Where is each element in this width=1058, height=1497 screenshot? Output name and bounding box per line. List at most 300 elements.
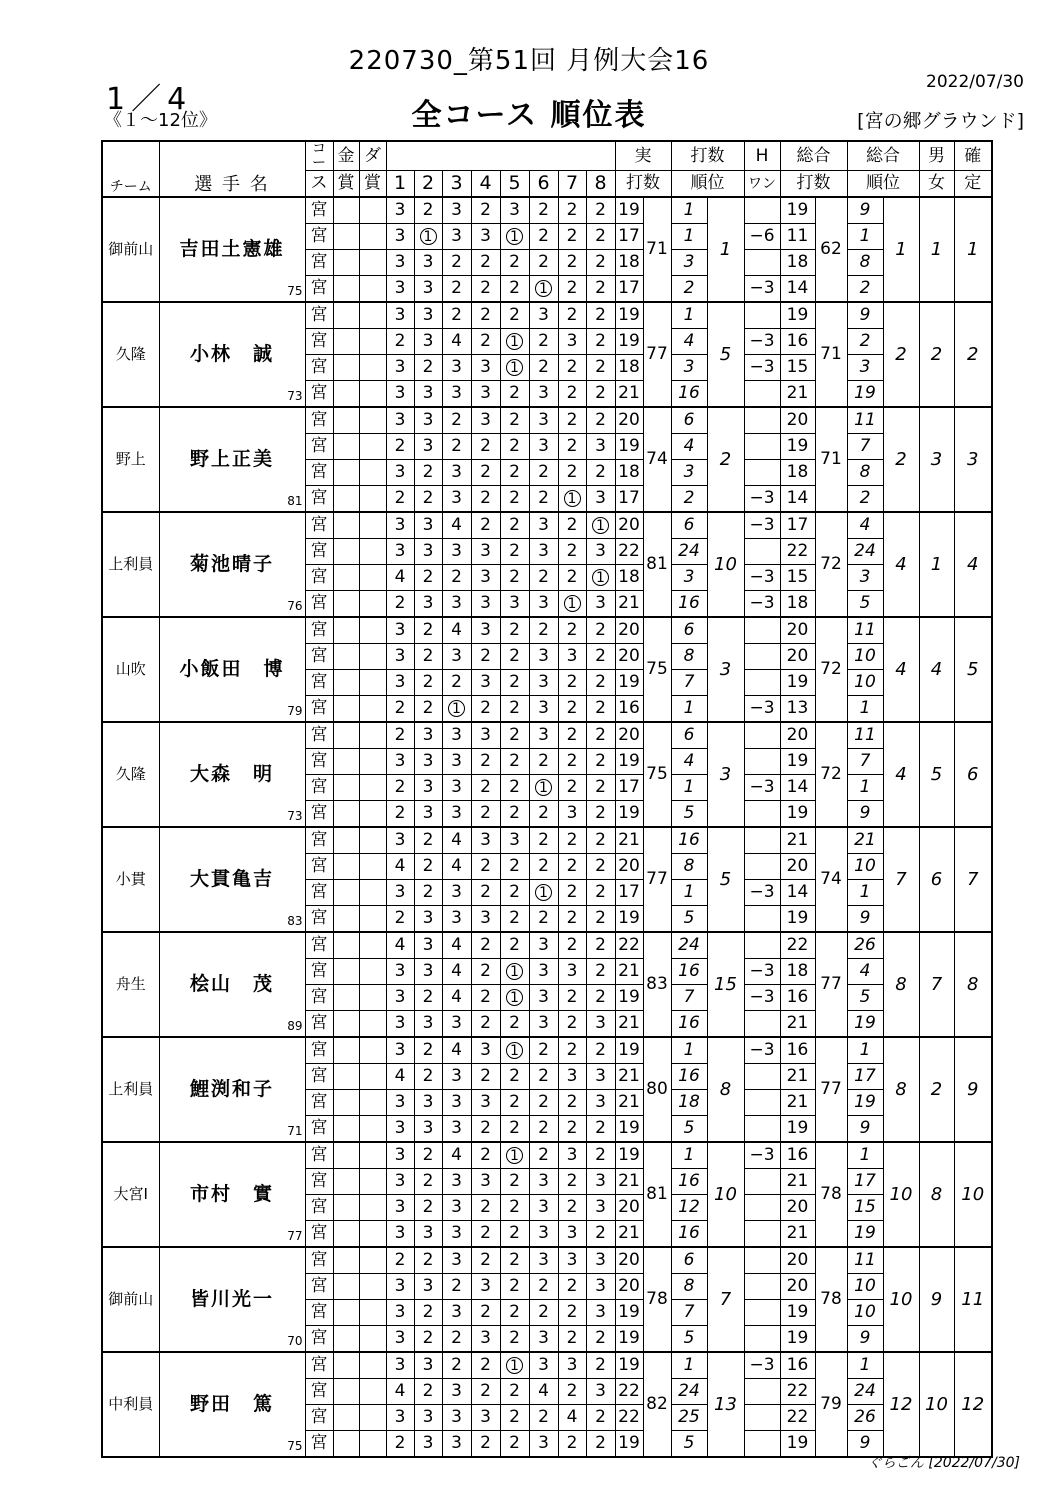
hole-score: 3 xyxy=(442,591,471,618)
hole-header: 1 xyxy=(386,171,414,198)
player-name: 吉田土憲雄 xyxy=(179,238,285,260)
course-cell: 宮 xyxy=(305,696,333,723)
round-score: 20 xyxy=(615,512,643,539)
hole-score: 2 xyxy=(529,617,558,644)
da-prize-cell xyxy=(359,1037,386,1064)
hole-score: 2 xyxy=(500,906,529,933)
course-cell: 宮 xyxy=(305,486,333,513)
hole-score: 2 xyxy=(586,1142,615,1169)
hole-score: 2 xyxy=(500,434,529,460)
course-cell: 宮 xyxy=(305,460,333,486)
round-total: 20 xyxy=(780,407,815,434)
round-total: 19 xyxy=(780,434,815,460)
overall-total: 77 xyxy=(815,932,847,1037)
round-total-rank: 11 xyxy=(847,722,883,749)
hole-in-one-mark: 1 xyxy=(535,884,552,901)
gold-prize-cell xyxy=(333,1221,359,1248)
col-actual: 実 xyxy=(615,141,671,171)
hole-score: 2 xyxy=(386,722,414,749)
team-cell: 大宮Ⅰ xyxy=(102,1142,159,1247)
overall-total: 79 xyxy=(815,1352,847,1457)
hole-score: 2 xyxy=(414,460,442,486)
hole-score: 2 xyxy=(529,749,558,775)
hole-score: 2 xyxy=(529,1405,558,1431)
hole-score: 4 xyxy=(442,854,471,880)
round-total: 19 xyxy=(780,1116,815,1143)
hole-score: 3 xyxy=(386,1090,414,1116)
gold-prize-cell xyxy=(333,407,359,434)
player-cell xyxy=(159,722,305,827)
round-total-rank: 17 xyxy=(847,1169,883,1195)
col-holes-group xyxy=(386,141,615,171)
gold-prize-cell xyxy=(333,329,359,355)
hole-score: 3 xyxy=(386,224,414,250)
da-prize-cell xyxy=(359,329,386,355)
hole-score: 2 xyxy=(586,644,615,670)
hole-score: 2 xyxy=(529,906,558,933)
course-cell: 宮 xyxy=(305,197,333,224)
hole-score: 3 xyxy=(529,1195,558,1221)
hole-score: 2 xyxy=(386,486,414,513)
sex-rank: 10 xyxy=(919,1352,954,1457)
hole-score: 4 xyxy=(442,512,471,539)
gold-prize-cell xyxy=(333,1379,359,1405)
round-score: 21 xyxy=(615,1090,643,1116)
round-rank: 6 xyxy=(671,407,707,434)
hole-in-one-mark: 1 xyxy=(564,490,581,507)
hole-score: 2 xyxy=(500,775,529,801)
hole-score: 2 xyxy=(471,1142,500,1169)
team-cell: 久隆 xyxy=(102,302,159,407)
round-total: 21 xyxy=(780,1064,815,1090)
actual-total: 77 xyxy=(643,302,671,407)
hole-score: 3 xyxy=(471,1037,500,1064)
hole-score: 3 xyxy=(558,329,586,355)
round-total-rank: 4 xyxy=(847,959,883,985)
hole-score: 3 xyxy=(386,302,414,329)
hole-score xyxy=(500,959,529,985)
hole-score: 3 xyxy=(386,1405,414,1431)
round-rank: 7 xyxy=(671,670,707,696)
hole-score: 2 xyxy=(586,302,615,329)
hole-score xyxy=(529,775,558,801)
hole-score: 2 xyxy=(558,224,586,250)
gold-prize-cell xyxy=(333,906,359,933)
hole-score: 2 xyxy=(471,1300,500,1326)
hole-score: 4 xyxy=(442,617,471,644)
page-title: 220730_第51回 月例大会16 xyxy=(348,46,710,76)
hole-score: 2 xyxy=(500,1195,529,1221)
round-score: 18 xyxy=(615,565,643,591)
hole-score: 2 xyxy=(529,1142,558,1169)
hole-in-one-bonus xyxy=(744,1195,780,1221)
round-score: 21 xyxy=(615,959,643,985)
round-total: 18 xyxy=(780,591,815,618)
hole-score xyxy=(558,591,586,618)
gold-prize-cell xyxy=(333,1169,359,1195)
hole-score: 2 xyxy=(500,276,529,303)
hole-score: 2 xyxy=(558,775,586,801)
hole-score: 3 xyxy=(386,512,414,539)
da-prize-cell xyxy=(359,1116,386,1143)
round-total-rank: 1 xyxy=(847,224,883,250)
hole-score: 3 xyxy=(529,1169,558,1195)
hole-in-one-bonus: −3 xyxy=(744,565,780,591)
hole-in-one-bonus: −3 xyxy=(744,959,780,985)
round-rank: 16 xyxy=(671,1064,707,1090)
overall-total: 78 xyxy=(815,1142,847,1247)
round-total: 16 xyxy=(780,1352,815,1379)
actual-total: 77 xyxy=(643,827,671,932)
gold-prize-cell xyxy=(333,1090,359,1116)
hole-in-one-bonus xyxy=(744,1326,780,1353)
player-name: 野上正美 xyxy=(189,448,274,470)
hole-in-one-bonus xyxy=(744,801,780,828)
overall-rank: 2 xyxy=(883,407,919,512)
round-score: 20 xyxy=(615,644,643,670)
round-rank: 2 xyxy=(671,486,707,513)
round-rank: 4 xyxy=(671,434,707,460)
hole-score: 3 xyxy=(442,1300,471,1326)
hole-score: 2 xyxy=(471,197,500,224)
final-rank: 7 xyxy=(954,827,992,932)
round-score: 17 xyxy=(615,486,643,513)
hole-score: 3 xyxy=(414,749,442,775)
hole-score: 3 xyxy=(442,224,471,250)
round-total: 20 xyxy=(780,617,815,644)
hole-score: 3 xyxy=(386,381,414,408)
hole-score: 2 xyxy=(414,197,442,224)
hole-score: 3 xyxy=(414,932,442,959)
hole-score: 2 xyxy=(471,486,500,513)
hole-score: 3 xyxy=(586,1169,615,1195)
hole-score: 2 xyxy=(471,932,500,959)
score-rank: 3 xyxy=(707,722,744,827)
da-prize-cell xyxy=(359,1221,386,1248)
hole-score: 3 xyxy=(386,1142,414,1169)
final-rank: 3 xyxy=(954,407,992,512)
course-cell: 宮 xyxy=(305,827,333,854)
hole-score: 3 xyxy=(386,959,414,985)
hole-score: 3 xyxy=(586,1379,615,1405)
course-cell: 宮 xyxy=(305,801,333,828)
hole-score: 2 xyxy=(558,1379,586,1405)
sex-rank: 3 xyxy=(919,407,954,512)
da-prize-cell xyxy=(359,1247,386,1274)
hole-score: 3 xyxy=(414,591,442,618)
hole-score: 2 xyxy=(529,565,558,591)
hole-score: 2 xyxy=(586,1037,615,1064)
round-total: 20 xyxy=(780,1274,815,1300)
actual-total: 80 xyxy=(643,1037,671,1142)
actual-total: 81 xyxy=(643,1142,671,1247)
overall-rank: 10 xyxy=(883,1247,919,1352)
hole-in-one-bonus: −3 xyxy=(744,1142,780,1169)
hole-score: 2 xyxy=(558,1431,586,1458)
player-name: 桧山 茂 xyxy=(189,973,274,995)
player-age: 81 xyxy=(287,494,303,508)
team-cell: 野上 xyxy=(102,407,159,512)
hole-score: 2 xyxy=(586,617,615,644)
hole-score: 2 xyxy=(414,1247,442,1274)
course-cell: 宮 xyxy=(305,617,333,644)
round-total: 22 xyxy=(780,1379,815,1405)
round-total: 16 xyxy=(780,1142,815,1169)
course-cell: 宮 xyxy=(305,1352,333,1379)
hole-score: 2 xyxy=(471,880,500,906)
player-age: 76 xyxy=(287,599,303,613)
hole-score: 2 xyxy=(586,1221,615,1248)
hole-score: 2 xyxy=(558,355,586,381)
da-prize-cell xyxy=(359,1169,386,1195)
hole-score: 2 xyxy=(386,696,414,723)
hole-score: 2 xyxy=(500,1064,529,1090)
player-cell xyxy=(159,407,305,512)
hole-score: 3 xyxy=(529,959,558,985)
course-cell: 宮 xyxy=(305,880,333,906)
hole-score: 2 xyxy=(529,1090,558,1116)
round-total: 21 xyxy=(780,1011,815,1038)
round-score: 18 xyxy=(615,250,643,276)
round-total: 16 xyxy=(780,329,815,355)
round-score: 16 xyxy=(615,696,643,723)
gold-prize-cell xyxy=(333,197,359,224)
hole-score: 3 xyxy=(586,1274,615,1300)
hole-score: 2 xyxy=(414,1379,442,1405)
hole-score xyxy=(500,329,529,355)
hole-score: 3 xyxy=(414,1352,442,1379)
round-rank: 16 xyxy=(671,381,707,408)
hole-score: 2 xyxy=(558,276,586,303)
hole-score: 3 xyxy=(414,722,442,749)
hole-score: 2 xyxy=(586,1326,615,1353)
round-total: 19 xyxy=(780,906,815,933)
hole-score: 2 xyxy=(500,1405,529,1431)
round-rank: 24 xyxy=(671,932,707,959)
hole-score: 3 xyxy=(471,906,500,933)
hole-score: 4 xyxy=(386,854,414,880)
hole-score: 2 xyxy=(529,224,558,250)
hole-score: 2 xyxy=(558,827,586,854)
gold-prize-cell xyxy=(333,801,359,828)
hole-score: 3 xyxy=(386,670,414,696)
hole-in-one-bonus: −3 xyxy=(744,355,780,381)
hole-score xyxy=(586,565,615,591)
da-prize-cell xyxy=(359,985,386,1011)
final-rank: 5 xyxy=(954,617,992,722)
course-cell: 宮 xyxy=(305,407,333,434)
hole-in-one-bonus xyxy=(744,197,780,224)
table-row xyxy=(102,407,992,434)
hole-score: 3 xyxy=(386,1037,414,1064)
round-total-rank: 10 xyxy=(847,1274,883,1300)
hole-score: 3 xyxy=(529,1011,558,1038)
hole-score: 3 xyxy=(586,539,615,565)
col-final-b: 定 xyxy=(954,171,992,198)
hole-score: 2 xyxy=(558,512,586,539)
hole-score: 3 xyxy=(529,1247,558,1274)
hole-score: 2 xyxy=(471,1195,500,1221)
course-cell: 宮 xyxy=(305,302,333,329)
hole-in-one-bonus xyxy=(744,1169,780,1195)
hole-in-one-mark: 1 xyxy=(506,1147,523,1164)
round-total-rank: 2 xyxy=(847,486,883,513)
hole-score: 3 xyxy=(529,644,558,670)
hole-score: 2 xyxy=(500,381,529,408)
player-name: 皆川光一 xyxy=(189,1288,274,1310)
hole-score: 2 xyxy=(414,880,442,906)
page-subtitle: 全コース 順位表 xyxy=(411,98,647,133)
col-total: 総合 xyxy=(780,141,847,171)
overall-rank: 7 xyxy=(883,827,919,932)
hole-score: 3 xyxy=(414,1090,442,1116)
hole-score: 2 xyxy=(558,460,586,486)
hole-score: 4 xyxy=(442,329,471,355)
hole-header: 4 xyxy=(471,171,500,198)
player-cell xyxy=(159,1142,305,1247)
hole-score: 2 xyxy=(442,1352,471,1379)
hole-score: 2 xyxy=(558,1011,586,1038)
hole-in-one-bonus xyxy=(744,302,780,329)
sex-rank: 7 xyxy=(919,932,954,1037)
overall-total: 78 xyxy=(815,1247,847,1352)
course-cell: 宮 xyxy=(305,959,333,985)
hole-score: 2 xyxy=(386,1431,414,1458)
round-rank: 3 xyxy=(671,460,707,486)
hole-score: 2 xyxy=(500,565,529,591)
hole-score: 2 xyxy=(586,460,615,486)
gold-prize-cell xyxy=(333,722,359,749)
table-row xyxy=(102,617,992,644)
hole-score: 3 xyxy=(529,985,558,1011)
hole-score: 3 xyxy=(414,539,442,565)
hole-score: 2 xyxy=(471,1221,500,1248)
gold-prize-cell xyxy=(333,512,359,539)
hole-score: 2 xyxy=(471,276,500,303)
round-total-rank: 19 xyxy=(847,381,883,408)
sex-rank: 9 xyxy=(919,1247,954,1352)
hole-score: 3 xyxy=(414,775,442,801)
final-rank: 2 xyxy=(954,302,992,407)
col-course: コー xyxy=(305,141,333,171)
round-total: 18 xyxy=(780,959,815,985)
round-rank: 5 xyxy=(671,1326,707,1353)
hole-score: 3 xyxy=(586,591,615,618)
hole-score: 3 xyxy=(471,827,500,854)
hole-score: 4 xyxy=(558,1405,586,1431)
table-row xyxy=(102,197,992,224)
gold-prize-cell xyxy=(333,276,359,303)
hole-score: 2 xyxy=(500,1169,529,1195)
round-rank: 2 xyxy=(671,276,707,303)
course-cell: 宮 xyxy=(305,512,333,539)
da-prize-cell xyxy=(359,775,386,801)
hole-score: 2 xyxy=(414,617,442,644)
hole-score: 2 xyxy=(558,880,586,906)
course-cell: 宮 xyxy=(305,1405,333,1431)
da-prize-cell xyxy=(359,959,386,985)
round-total: 20 xyxy=(780,1195,815,1221)
hole-score: 3 xyxy=(500,827,529,854)
hole-score: 3 xyxy=(386,460,414,486)
team-cell: 上利員 xyxy=(102,512,159,617)
da-prize-cell xyxy=(359,1011,386,1038)
hole-score: 2 xyxy=(500,932,529,959)
round-score: 22 xyxy=(615,932,643,959)
overall-rank: 12 xyxy=(883,1352,919,1457)
round-score: 20 xyxy=(615,722,643,749)
hole-in-one-bonus: −3 xyxy=(744,696,780,723)
final-rank: 12 xyxy=(954,1352,992,1457)
hole-score: 3 xyxy=(529,1221,558,1248)
actual-total: 83 xyxy=(643,932,671,1037)
hole-score: 2 xyxy=(586,329,615,355)
round-total-rank: 19 xyxy=(847,1090,883,1116)
course-cell: 宮 xyxy=(305,985,333,1011)
hole-score: 2 xyxy=(414,1169,442,1195)
player-cell xyxy=(159,1037,305,1142)
hole-score: 2 xyxy=(558,1300,586,1326)
gold-prize-cell xyxy=(333,644,359,670)
hole-score: 2 xyxy=(442,565,471,591)
hole-in-one-bonus xyxy=(744,1405,780,1431)
player-age: 73 xyxy=(287,809,303,823)
hole-score: 3 xyxy=(414,250,442,276)
round-total-rank: 26 xyxy=(847,932,883,959)
round-total-rank: 1 xyxy=(847,1037,883,1064)
round-total-rank: 9 xyxy=(847,1326,883,1353)
hole-score: 3 xyxy=(386,1221,414,1248)
hole-in-one-mark: 1 xyxy=(592,517,609,534)
hole-score: 3 xyxy=(529,407,558,434)
hole-score: 3 xyxy=(386,539,414,565)
round-total-rank: 10 xyxy=(847,854,883,880)
col-hole-in-one-b: ワン xyxy=(744,171,780,198)
hole-header: 6 xyxy=(529,171,558,198)
player-cell xyxy=(159,302,305,407)
hole-score: 3 xyxy=(414,801,442,828)
hole-score: 3 xyxy=(414,1221,442,1248)
hole-in-one-mark: 1 xyxy=(564,595,581,612)
course-cell: 宮 xyxy=(305,276,333,303)
gold-prize-cell xyxy=(333,1037,359,1064)
round-rank: 5 xyxy=(671,906,707,933)
round-score: 20 xyxy=(615,1247,643,1274)
hole-score: 3 xyxy=(471,407,500,434)
hole-score: 2 xyxy=(558,1195,586,1221)
hole-score: 2 xyxy=(529,1300,558,1326)
gold-prize-cell xyxy=(333,1142,359,1169)
hole-in-one-bonus xyxy=(744,1064,780,1090)
col-da: ダ xyxy=(359,141,386,171)
hole-in-one-bonus: −3 xyxy=(744,512,780,539)
round-score: 22 xyxy=(615,1405,643,1431)
round-rank: 4 xyxy=(671,749,707,775)
score-rank: 15 xyxy=(707,932,744,1037)
hole-score: 2 xyxy=(471,302,500,329)
da-prize-cell xyxy=(359,1352,386,1379)
da-prize-cell xyxy=(359,696,386,723)
round-score: 21 xyxy=(615,1011,643,1038)
hole-score: 4 xyxy=(442,932,471,959)
course-cell: 宮 xyxy=(305,539,333,565)
round-score: 22 xyxy=(615,1379,643,1405)
round-total-rank: 3 xyxy=(847,355,883,381)
overall-rank: 4 xyxy=(883,512,919,617)
da-prize-cell xyxy=(359,1195,386,1221)
hole-score: 3 xyxy=(471,1326,500,1353)
round-score: 19 xyxy=(615,1300,643,1326)
